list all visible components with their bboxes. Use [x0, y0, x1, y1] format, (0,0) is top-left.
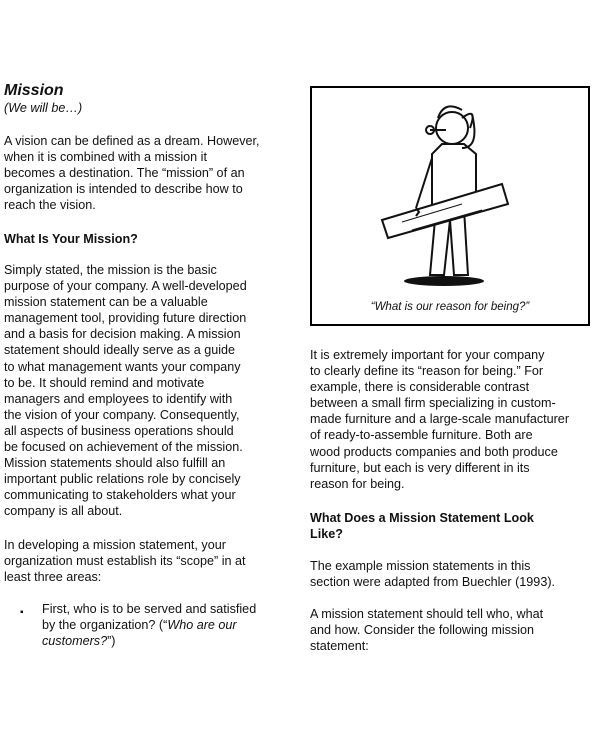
figure-caption: “What is our reason for being?” [370, 301, 530, 313]
cartoon-figure [310, 86, 590, 326]
section-subtitle: (We will be…) [4, 101, 83, 115]
text-line: least three areas: [4, 570, 102, 585]
text-line: when it is combined with a mission it [4, 150, 207, 165]
text-line: It is extremely important for your company [310, 348, 545, 362]
text-line: Mission statements should also fulfill an [4, 456, 226, 471]
confused-man-holding-plank-illustration [312, 88, 588, 293]
left-paragraph-1 [4, 133, 260, 213]
text-line: Simply stated, the mission is the basic [4, 263, 217, 277]
text-line: between a small firm specializing in custom- [310, 396, 556, 411]
left-paragraph-3 [4, 537, 246, 585]
text-line: all aspects of business operations should [4, 423, 234, 438]
text-line: mission statement can be a valuable [4, 295, 208, 310]
bullet-text: ”) [107, 634, 116, 649]
text-line: reason for being. [310, 476, 405, 491]
left-paragraph-2 [4, 262, 247, 520]
text-line: important public relations role by concisely [4, 472, 241, 487]
text-line: organization must establish its “scope” in at [4, 554, 246, 569]
text-line: to be. It should remind and motivate [4, 375, 205, 390]
text-line: Like? [310, 527, 343, 542]
text-line: furniture, but each is very different in its [310, 460, 530, 475]
heading-what-is-your-mission: What Is Your Mission? [4, 232, 138, 246]
text-line: A mission statement should tell who, what [310, 607, 544, 621]
right-paragraph-1 [310, 347, 569, 492]
text-line: made furniture and a large-scale manufacturer [310, 412, 570, 427]
text-line: statement should ideally serve as a guide [4, 343, 236, 358]
text-line: becomes a destination. The “mission” of an [4, 166, 245, 181]
text-line: managers and employees to identify with [4, 391, 233, 406]
text-line: company is all about. [4, 504, 123, 519]
bullet-text: by the organization? (“ [42, 618, 168, 633]
bullet-quote: customers? [42, 634, 108, 649]
text-line: purpose of your company. A well-developed [4, 279, 247, 294]
text-line: and a basis for decision making. A mission [4, 327, 241, 342]
text-line: In developing a mission statement, your [4, 538, 226, 552]
bullet-item [42, 601, 256, 649]
text-line: the vision of your company. Consequently, [4, 407, 240, 422]
bullet-marker: ▪ [20, 607, 24, 618]
text-line: reach the vision. [4, 198, 96, 213]
text-line: communicating to stakeholders what your [4, 488, 236, 503]
text-line: be focused on achievement of the mission. [4, 440, 243, 455]
text-line: example, there is considerable contrast [310, 380, 530, 395]
text-line: organization is intended to describe how to [4, 182, 243, 197]
text-line: The example mission statements in this [310, 559, 531, 573]
text-line: statement: [310, 639, 369, 654]
section-title: Mission [4, 82, 64, 99]
text-line: of ready-to-assemble furniture. Both are [310, 428, 533, 443]
heading-what-does-mission-statement-look-like [310, 510, 534, 542]
text-line: management tool, providing future direction [4, 311, 247, 326]
text-line: wood products companies and both produce [310, 444, 558, 459]
text-line: A vision can be defined as a dream. However, [4, 134, 260, 148]
text-line: section were adapted from Buechler (1993). [310, 575, 556, 590]
bullet-line: First, who is to be served and satisfied [42, 602, 257, 616]
right-paragraph-3 [310, 606, 543, 654]
right-paragraph-2 [310, 558, 555, 590]
text-line: and how. Consider the following mission [310, 623, 535, 638]
bullet-quote: Who are our [167, 618, 237, 633]
text-line: to what management wants your company [4, 359, 241, 374]
text-line: What Does a Mission Statement Look [310, 511, 534, 525]
text-line: to clearly define its “reason for being.” For [310, 364, 544, 379]
